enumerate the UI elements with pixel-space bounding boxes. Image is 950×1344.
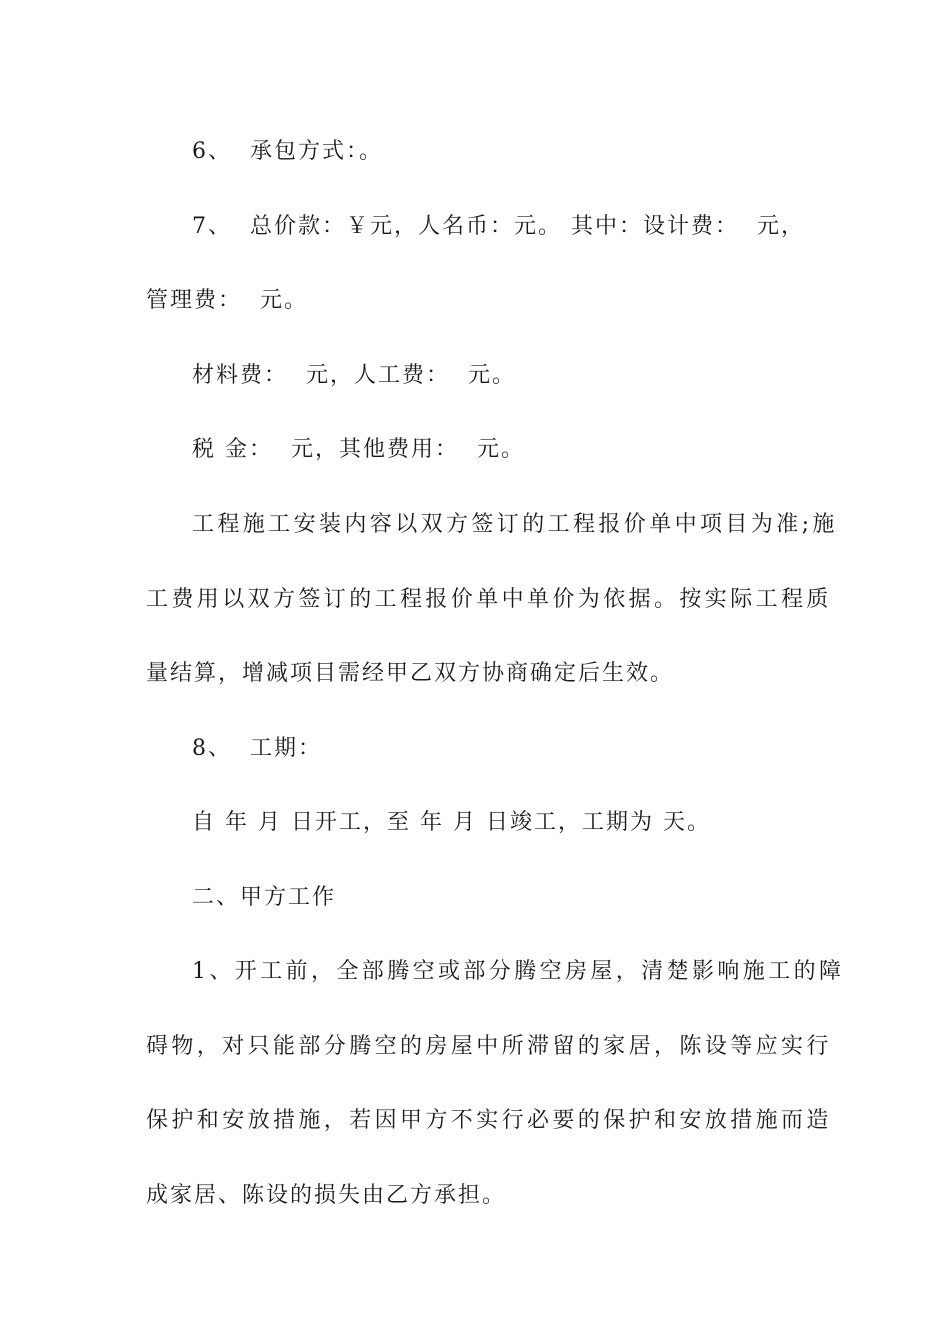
paragraph-party-a-line-1: 1、开工前，全部腾空或部分腾空房屋，清楚影响施工的障 [192,959,845,984]
paragraph-construction-content-line-2: 工费用以双方签订的工程报价单中单价为依据。按实际工程质 [146,587,832,612]
management-fee-line: 管理费： 元。 [146,288,308,313]
schedule-dates-line: 自 年 月 日开工，至 年 月 日竣工，工期为 天。 [192,810,711,835]
paragraph-construction-content-line-3: 量结算，增减项目需经甲乙双方协商确定后生效。 [146,661,675,686]
paragraph-party-a-line-2: 碍物，对只能部分腾空的房屋中所滞留的家居，陈设等应实行 [146,1034,832,1059]
tax-other-fee-line: 税 金： 元，其他费用： 元。 [192,437,525,462]
item-6-contract-method: 6、 承包方式：。 [192,139,383,164]
section-heading-party-a-work: 二、甲方工作 [192,885,337,910]
item-7-total-price: 7、 总价款：￥元，人名币：元。 其中：设计费： 元， [192,214,805,239]
material-labor-fee-line: 材料费： 元，人工费： 元。 [192,363,516,388]
item-8-schedule: 8、 工期： [192,736,322,761]
paragraph-party-a-line-4: 成家居、陈设的损失由乙方承担。 [146,1183,507,1208]
paragraph-party-a-line-3: 保护和安放措施，若因甲方不实行必要的保护和安放措施而造 [146,1108,832,1133]
paragraph-construction-content-line-1: 工程施工安装内容以双方签订的工程报价单中项目为准;施 [192,512,838,537]
